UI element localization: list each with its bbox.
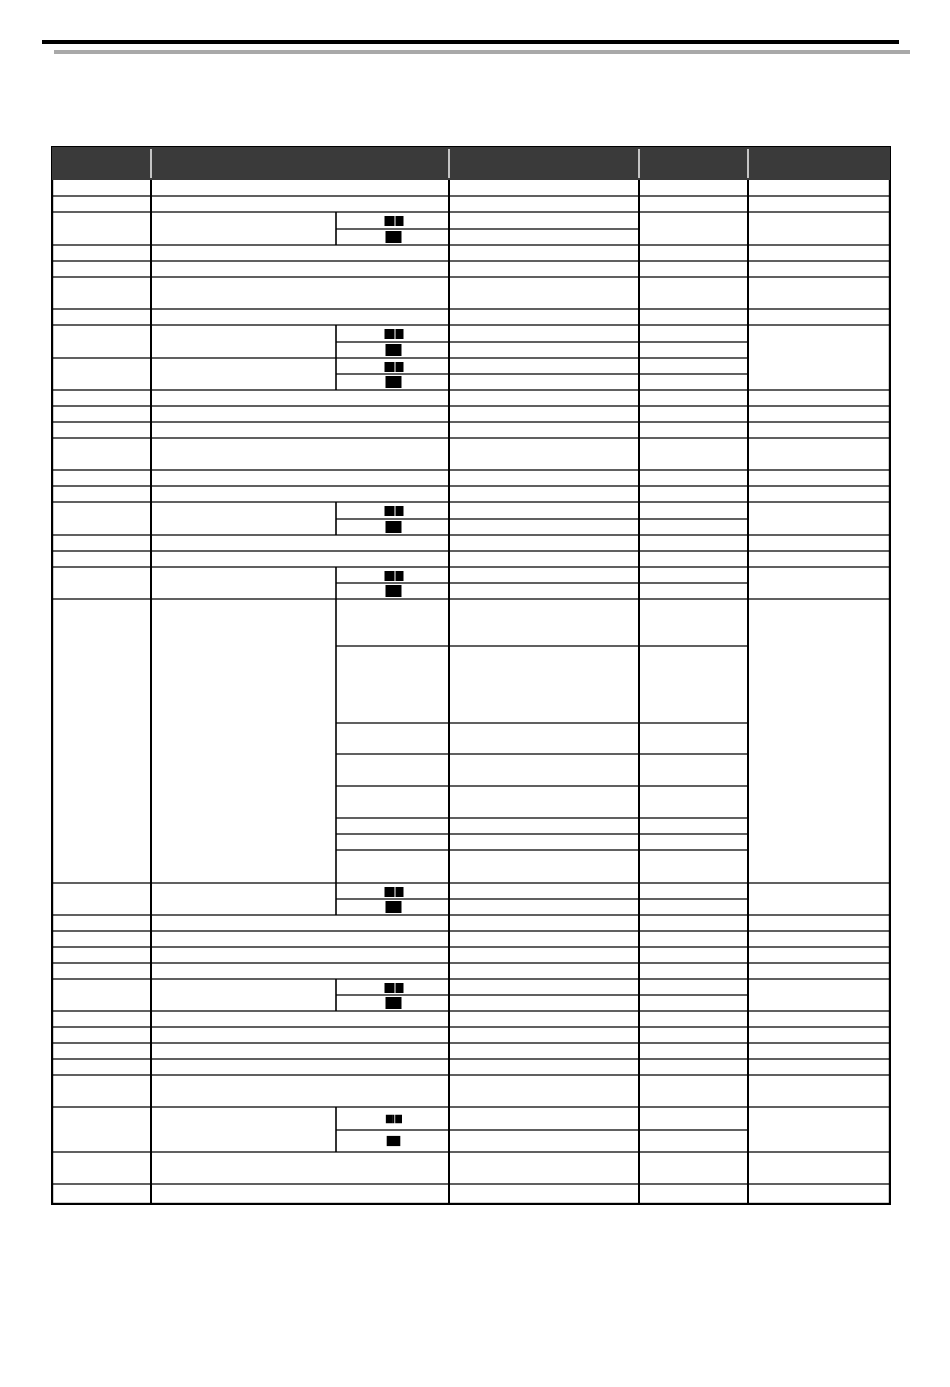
button-pair-icon <box>385 362 404 372</box>
button-single-icon <box>386 997 402 1009</box>
button-pair-icon <box>385 216 404 226</box>
header-rule-black <box>42 40 899 44</box>
button-single-icon <box>386 231 402 243</box>
button-pair-icon <box>385 329 404 339</box>
button-pair-icon <box>385 506 404 516</box>
settings-table <box>51 146 891 1205</box>
button-single-icon <box>386 901 402 913</box>
table-header-row <box>52 147 890 180</box>
button-pair-icon <box>385 571 404 581</box>
button-single-icon <box>386 585 402 597</box>
button-single-icon <box>386 521 402 533</box>
button-single-icon <box>387 1136 401 1146</box>
table-border <box>52 147 890 1204</box>
button-single-icon <box>386 376 402 388</box>
button-pair-icon <box>385 887 404 897</box>
header-rule-grey <box>54 50 910 54</box>
button-single-icon <box>386 344 402 356</box>
button-pair-icon <box>386 1115 402 1124</box>
table-grid <box>51 146 891 1205</box>
button-pair-icon <box>385 983 404 993</box>
